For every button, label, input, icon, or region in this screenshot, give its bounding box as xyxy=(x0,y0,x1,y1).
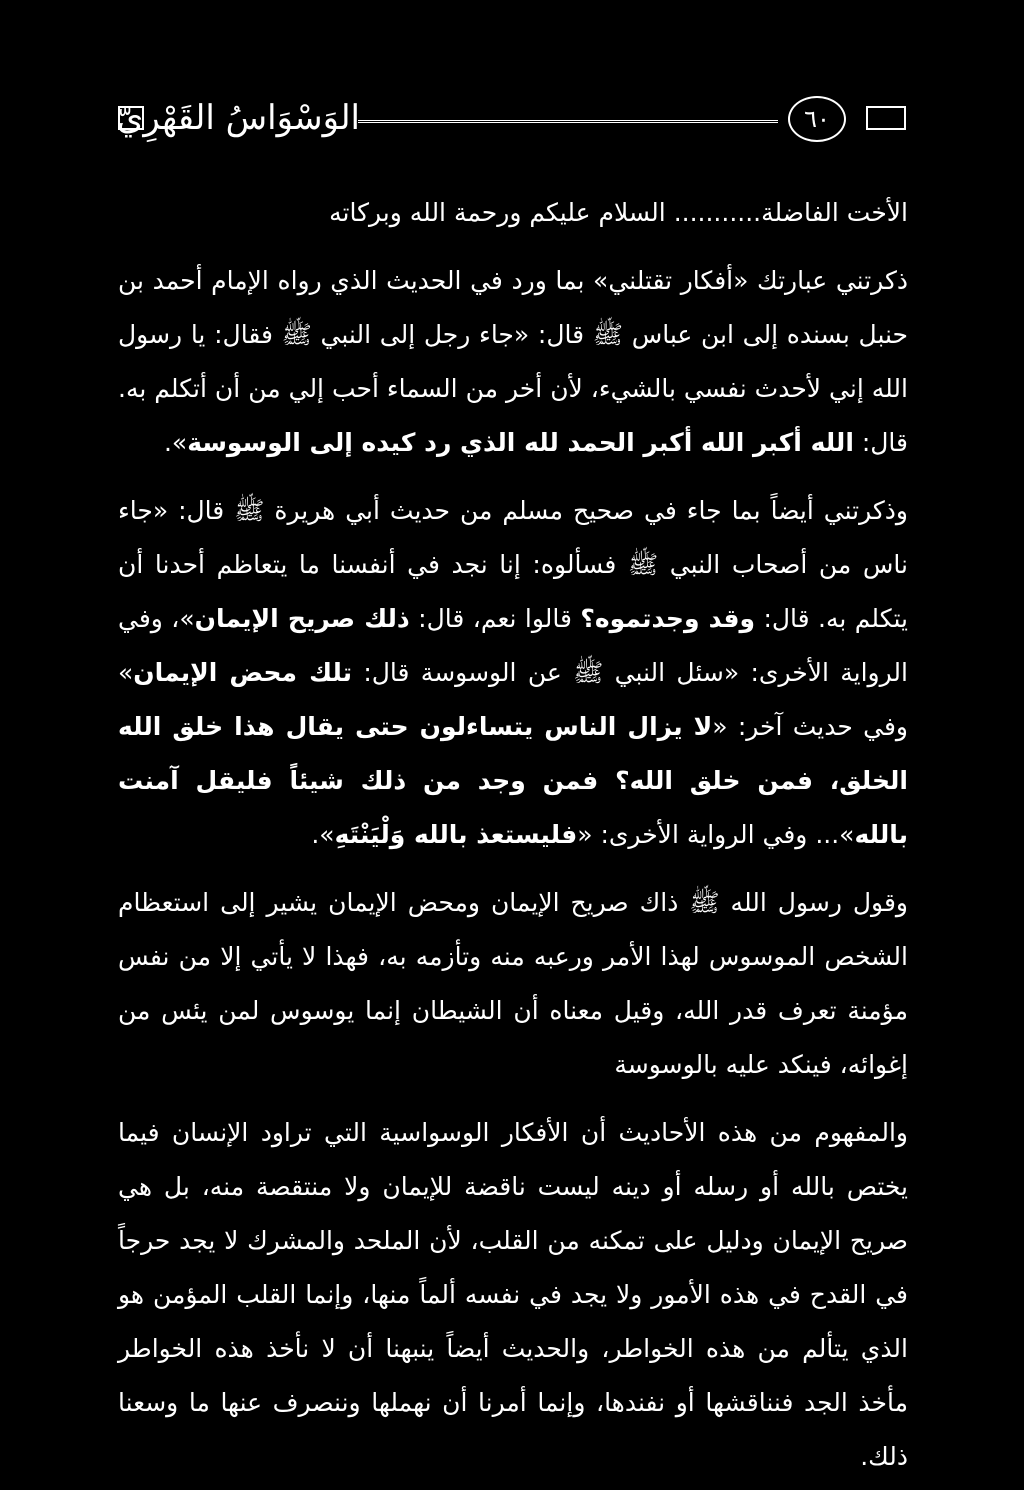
paragraph-2 xyxy=(118,484,908,862)
paragraph-2-quote-1: وقد وجدتموه؟ xyxy=(580,604,756,633)
paragraph-2-quote-2: ذلك صريح الإيمان xyxy=(194,604,410,633)
paragraph-2-text-c: »، وفي الرواية الأخرى: «سئل النبي ﷺ عن الوسوسة قال: xyxy=(118,604,908,687)
paragraph-1-text-a: ذكرتني عبارتك «أفكار تقتلني» بما ورد في الحديث الذي رواه الإمام أحمد بن حنبل بسنده إلى ابن عباس ﷺ قال: «جاء رجل إلى النبي ﷺ فقال: يا رسول الله إني لأحدث نفسي بالشيء، لأن أخر من السماء أحب إلي من أن أتكلم به. قال: xyxy=(118,266,908,457)
paragraph-3: وقول رسول الله ﷺ ذاك صريح الإيمان ومحض الإيمان يشير إلى استعظام الشخص الموسوس لهذا الأمر ورعبه منه وتأزمه به، فهذا لا يأتي إلا من نفس مؤمنة تعرف قدر الله، وقيل معناه أن الشيطان إنما يوسوس لمن يئس من إغوائه، فينكد عليه بالوسوسة xyxy=(118,888,908,1079)
page-header xyxy=(118,92,908,152)
paragraph-1-quote: الله أكبر الله أكبر الحمد لله الذي رد كيده إلى الوسوسة xyxy=(187,428,854,457)
paragraph-2-text-b: قالوا نعم، قال: xyxy=(409,604,581,633)
paragraph-4: والمفهوم من هذه الأحاديث أن الأفكار الوسواسية التي تراود الإنسان فيما يختص بالله أو رسله أو دينه ليست ناقضة للإيمان ولا منتقصة منه، بل هي صريح الإيمان ودليل على تمكنه من القلب، لأن الملحد والمشرك لا يجد حرجاً في القدح في هذه الأمور ولا يجد في نفسه ألماً منها، وإنما القلب المؤمن هو الذي يتألم من هذه الخواطر، والحديث أيضاً ينبهنا أن لا نأخذ هذه الخواطر مأخذ الجد فنناقشها أو نفندها، وإنما أمرنا أن نهملها وننصرف عنها ما وسعنا ذلك. xyxy=(118,1118,908,1471)
running-title: الوَسْوَاسُ القَهْرِيّ xyxy=(116,98,360,138)
page-content xyxy=(118,186,908,1490)
paragraph-1-text-b: ». xyxy=(163,428,188,457)
salutation: الأخت الفاضلة........... السلام عليكم ورحمة الله وبركاته xyxy=(329,198,908,227)
paragraph-2-text-f: ». xyxy=(311,820,335,849)
paragraph-2-quote-3: تلك محض الإيمان xyxy=(133,658,352,687)
paragraph-2-quote-4: لا يزال الناس يتساءلون حتى يقال هذا خلق الله الخلق، فمن خلق الله؟ فمن وجد من ذلك شيئاً فليقل آمنت بالله xyxy=(118,712,908,849)
page-number: ٦٠ xyxy=(788,96,846,142)
header-ornament-right xyxy=(866,106,906,130)
paragraph-2-quote-5: فليستعذ بالله وَلْيَنْتَهِ xyxy=(334,820,578,849)
paragraph-2-text-a: وذكرتني أيضاً بما جاء في صحيح مسلم من حديث أبي هريرة ﷺ قال: «جاء ناس من أصحاب النبي ﷺ فسألوه: إنا نجد في أنفسنا ما يتعاظم أحدنا أن يتكلم به. قال: xyxy=(118,496,909,633)
paragraph-2-text-d: » وفي حديث آخر: « xyxy=(118,658,908,741)
header-rule xyxy=(358,120,778,123)
paragraph-2-text-e: »... وفي الرواية الأخرى: « xyxy=(577,820,855,849)
paragraph-1 xyxy=(118,254,908,470)
